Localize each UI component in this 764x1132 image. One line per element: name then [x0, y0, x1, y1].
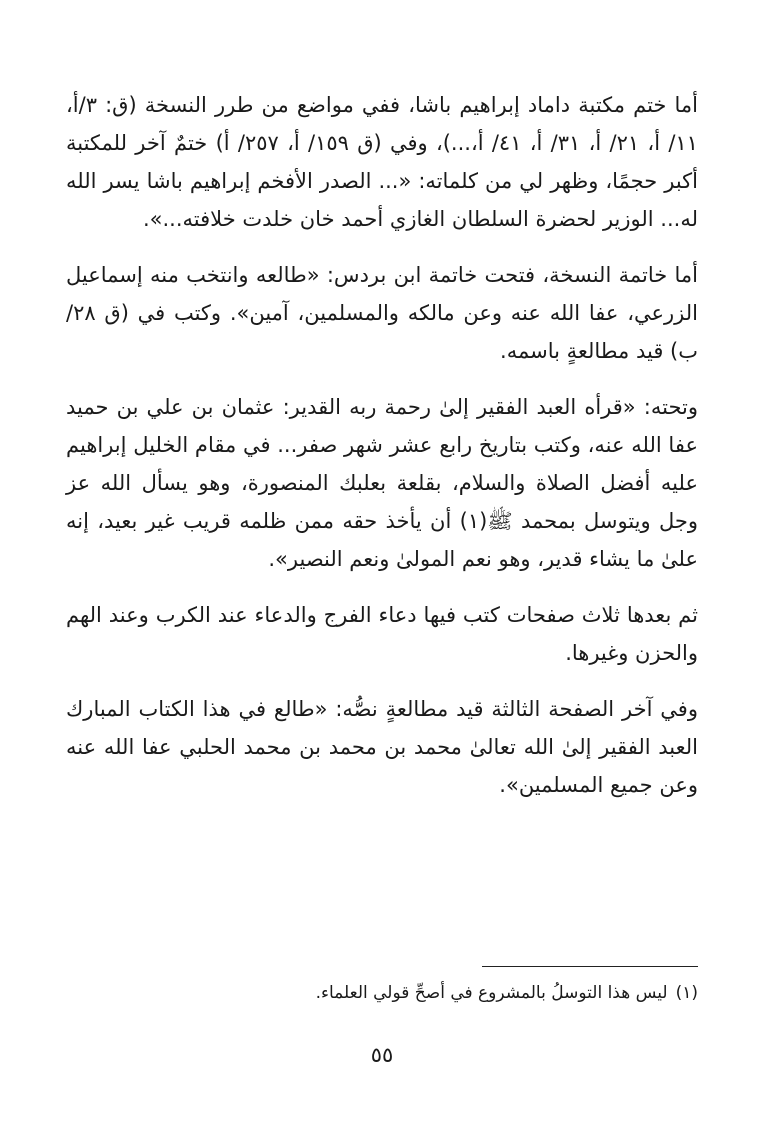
footnote — [150, 978, 698, 1008]
footnote-separator — [482, 966, 698, 967]
paragraph-prayers: ثم بعدها ثلاث صفحات كتب فيها دعاء الفرج والدعاء عند الكرب وعند الهم والحزن وغيرها. — [66, 603, 698, 665]
paragraph-reading-note: وتحته: «قرأه العبد الفقير إلىٰ رحمة ربه القدير: عثمان بن علي بن حميد عفا الله عنه، وكتب بتاريخ رابع عشر شهر صفر... في مقام الخليل إبراهيم عليه أفضل الصلاة والسلام، بقلعة بعلبك المنصورة، وهو يسأل الله عز وجل ويتوسل بمحمد ﷺ(١) أن يأخذ حقه ممن ظلمه قريب غير بعيد، إنه علىٰ ما يشاء قدير، وهو نعم المولىٰ ونعم النصير». — [66, 395, 698, 571]
page-number: ٥٥ — [370, 1043, 394, 1067]
footnote-number: (١) — [675, 983, 698, 1003]
paragraph-seals: أما ختم مكتبة داماد إبراهيم باشا، ففي مواضع من طرر النسخة (ق: ٣/أ، ١١/ أ، ٢١/ أ، ٣١/ أ، ٤١/ أ،...)، وفي (ق ١٥٩/ أ، ٢٥٧/ أ) ختمٌ آخر للمكتبة أكبر حجمًا، وظهر لي من كلماته: «... الصدر الأفخم إبراهيم باشا يسر الله له... الوزير لحضرة السلطان الغازي أحمد خان خلدت خلافته...». — [66, 93, 698, 231]
paragraph-final-note: وفي آخر الصفحة الثالثة قيد مطالعةٍ نصُّه: «طالع في هذا الكتاب المبارك العبد الفقير إلىٰ الله تعالىٰ محمد بن محمد بن محمد الحلبي عفا الله عنه وعن جميع المسلمين». — [66, 697, 698, 797]
footnote-text: ليس هذا التوسلُ بالمشروع في أصحِّ قولي العلماء. — [315, 983, 668, 1003]
paragraph-colophon: أما خاتمة النسخة، فتحت خاتمة ابن بردس: «طالعه وانتخب منه إسماعيل الزرعي، عفا الله عنه وعن مالكه والمسلمين، آمين». وكتب في (ق ٢٨/ ب) قيد مطالعةٍ باسمه. — [66, 263, 698, 363]
main-text — [66, 86, 698, 822]
